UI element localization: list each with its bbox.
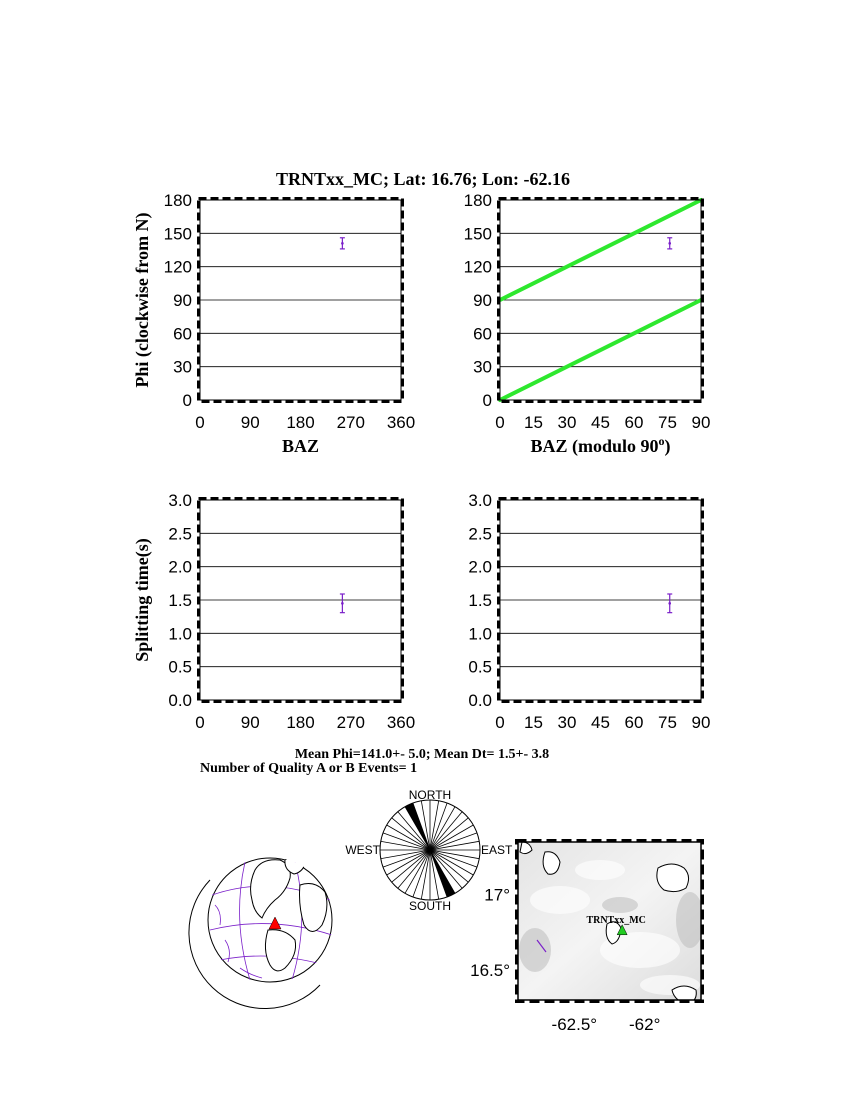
x-tick-label: 270 xyxy=(336,413,365,432)
x-tick-label: 360 xyxy=(386,413,416,432)
event-count: Number of Quality A or B Events= 1 xyxy=(200,761,418,776)
y-tick-label: 1.5 xyxy=(468,591,492,610)
x-tick-label: 30 xyxy=(557,713,577,732)
globe-europe-africa xyxy=(300,884,327,932)
y-tick-label: 0 xyxy=(182,391,192,410)
y-tick-label: 3.0 xyxy=(168,491,192,510)
y-tick-label: 0.5 xyxy=(468,657,492,677)
x-tick-label: 45 xyxy=(591,413,610,432)
map-x-tick-label: -62° xyxy=(629,1015,661,1034)
x-tick-label: 0 xyxy=(195,713,205,732)
chart-phi-baz xyxy=(132,191,415,456)
map-island-antigua xyxy=(657,864,689,892)
map-y-tick-label: 17° xyxy=(484,885,510,905)
station-label: TRNTxx_MC xyxy=(586,914,646,926)
x-tick-label: 30 xyxy=(557,413,577,432)
mean-summary: Mean Phi=141.0+- 5.0; Mean Dt= 1.5+- 3.8 xyxy=(294,747,550,762)
y-tick-label: 2.0 xyxy=(168,557,192,577)
y-tick-label: 0 xyxy=(482,391,492,410)
x-tick-label: 180 xyxy=(286,413,315,432)
y-tick-label: 150 xyxy=(163,224,192,244)
x-tick-label: 360 xyxy=(386,713,416,732)
rose-label-east: EAST xyxy=(481,843,513,857)
y-tick-label: 2.5 xyxy=(468,524,492,544)
x-tick-label: 15 xyxy=(524,713,543,732)
x-tick-label: 0 xyxy=(495,713,505,732)
rose-label-west: WEST xyxy=(345,843,380,857)
y-tick-label: 0.5 xyxy=(168,657,192,677)
y-tick-label: 0.0 xyxy=(168,691,192,710)
x-axis-label: BAZ xyxy=(281,436,320,456)
map-y-tick-label: 16.5° xyxy=(470,960,510,980)
y-tick-label: 0.0 xyxy=(468,691,492,710)
y-tick-label: 90 xyxy=(173,291,192,310)
x-tick-label: 90 xyxy=(240,413,260,432)
x-tick-label: 0 xyxy=(195,413,205,432)
y-tick-label: 2.5 xyxy=(168,524,192,544)
figure-title: TRNTxx_MC; Lat: 16.76; Lon: -62.16 xyxy=(276,169,570,189)
y-axis-label: Splitting time(s) xyxy=(132,538,152,662)
x-tick-label: 75 xyxy=(658,713,677,732)
y-tick-label: 30 xyxy=(173,357,192,377)
reference-line xyxy=(500,300,701,400)
data-point xyxy=(667,594,672,613)
globe-icon xyxy=(189,856,332,1009)
chart-phi-baz-mod90 xyxy=(464,191,711,457)
x-tick-label: 60 xyxy=(624,413,644,432)
y-tick-label: 180 xyxy=(163,191,192,210)
y-tick-label: 120 xyxy=(163,257,192,277)
charts-group xyxy=(132,191,710,732)
x-tick-label: 180 xyxy=(286,713,315,732)
chart-dt-baz-mod90 xyxy=(468,491,710,732)
y-axis-label: Phi (clockwise from N) xyxy=(132,212,152,388)
y-tick-label: 1.0 xyxy=(168,624,192,644)
y-tick-label: 120 xyxy=(463,257,492,277)
x-tick-label: 0 xyxy=(495,413,505,432)
data-point xyxy=(340,594,345,613)
y-tick-label: 30 xyxy=(473,357,492,377)
x-tick-label: 270 xyxy=(336,713,365,732)
y-tick-label: 180 xyxy=(463,191,492,210)
station-map xyxy=(470,841,704,1035)
x-tick-label: 45 xyxy=(591,713,610,732)
y-tick-label: 1.0 xyxy=(468,624,492,644)
x-tick-label: 90 xyxy=(691,713,711,732)
y-tick-label: 90 xyxy=(473,291,492,310)
y-tick-label: 3.0 xyxy=(468,491,492,510)
y-tick-label: 150 xyxy=(463,224,492,244)
x-tick-label: 90 xyxy=(240,713,260,732)
y-tick-label: 60 xyxy=(173,324,192,344)
y-tick-label: 1.5 xyxy=(168,591,192,610)
y-tick-label: 2.0 xyxy=(468,557,492,577)
x-tick-label: 60 xyxy=(624,713,644,732)
reference-line xyxy=(500,200,701,300)
x-tick-label: 90 xyxy=(691,413,711,432)
data-point xyxy=(340,238,345,249)
data-point xyxy=(667,238,672,249)
y-tick-label: 60 xyxy=(473,324,492,344)
rose-label-south: SOUTH xyxy=(409,899,451,913)
map-x-tick-label: -62.5° xyxy=(551,1015,598,1034)
x-tick-label: 75 xyxy=(658,413,677,432)
rose-label-north: NORTH xyxy=(408,788,452,802)
chart-dt-baz xyxy=(132,491,415,732)
x-tick-label: 15 xyxy=(524,413,543,432)
x-axis-label: BAZ (modulo 90$^o$) xyxy=(530,434,671,456)
